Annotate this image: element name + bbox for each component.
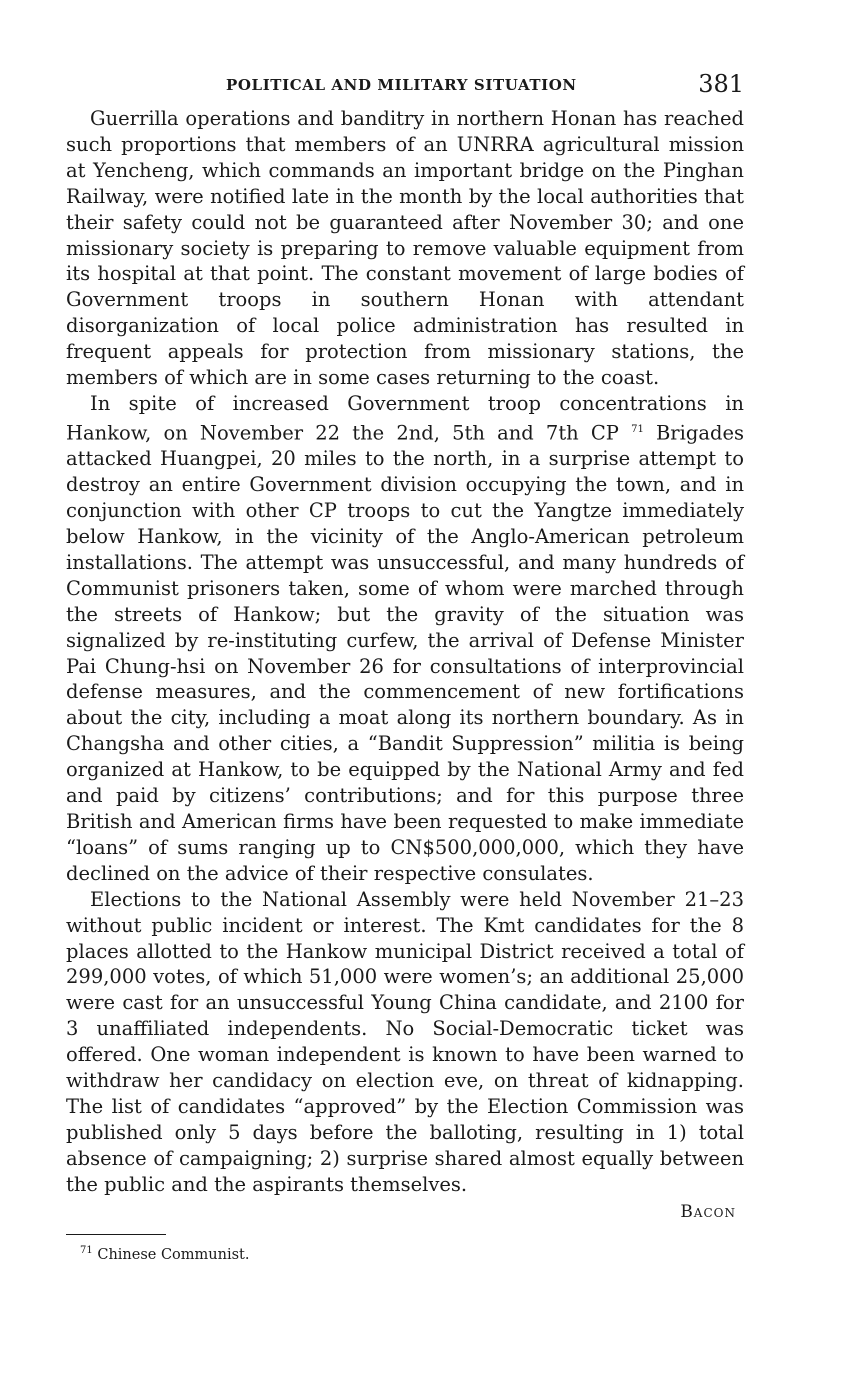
- page-header: [66, 70, 744, 106]
- paragraph-2-part-b: Brigades attacked Huangpei, 20 miles to the north, in a surprise attempt to destroy an entire Government division occupying the town, and in conjunction with other CP troops to cut the Yangtze immediately below Hankow, in the vicinity of the Anglo-American petroleum installations. The attempt was unsuccessful, and many hundreds of Communist prisoners taken, some of whom were marched through the streets of Hankow; but the gravity of the situation was signalized by re-instituting curfew, the arrival of Defense Minister Pai Chung-hsi on November 26 for consultations of interprovincial defense measures, and the commencement of new fortifications about the city, including a moat along its northern boundary. As in Changsha and other cities, a “Bandit Suppression” militia is being organized at Hankow, to be equipped by the National Army and fed and paid by citizens’ contributions; and for this purpose three British and American firms have been requested to make immediate “loans” of sums ranging up to CN$500,000,000, which they have declined on the advice of their respective consulates.: [66, 421, 744, 885]
- running-head: POLITICAL AND MILITARY SITUATION: [226, 76, 577, 94]
- paragraph-2-part-a: In spite of increased Government troop concentrations in Hankow, on November 22 the 2nd, 5th and 7th CP: [66, 391, 744, 445]
- footnote-divider: [66, 1234, 166, 1235]
- paragraph-2: [66, 391, 744, 887]
- footnote: [80, 1245, 744, 1263]
- footnote-reference: 71: [631, 423, 644, 435]
- footnote-marker: 71: [80, 1244, 93, 1256]
- page-number: 381: [698, 70, 744, 98]
- signature: Bacon: [680, 1201, 736, 1222]
- footnote-text: Chinese Communist.: [92, 1246, 250, 1263]
- paragraph-3: Elections to the National Assembly were held November 21–23 without public incident or interest. The Kmt candidates for the 8 places allotted to the Hankow municipal District received a total of 299,000 votes, of which 51,000 were women’s; an additional 25,000 were cast for an unsuccessful Young China candidate, and 2100 for 3 unaffiliated independents. No Social-Democratic ticket was offered. One woman independent is known to have been warned to withdraw her candidacy on election eve, on threat of kidnapping. The list of candidates “approved” by the Election Commission was published only 5 days before the balloting, resulting in 1) total absence of campaigning; 2) surprise shared almost equally between the public and the aspirants themselves.: [66, 887, 744, 1196]
- document-page: [66, 70, 744, 1262]
- paragraph-1: Guerrilla operations and banditry in northern Honan has reached such proportions that members of an UNRRA agricultural mission at Yencheng, which commands an important bridge on the Pinghan Railway, were notified late in the month by the local authorities that their safety could not be guaranteed after November 30; and one missionary society is preparing to remove valuable equipment from its hospital at that point. The constant movement of large bodies of Government troops in southern Honan with attendant disorganization of local police administration has resulted in frequent appeals for protection from missionary stations, the members of which are in some cases returning to the coast.: [66, 107, 744, 390]
- body-text: [66, 106, 744, 1198]
